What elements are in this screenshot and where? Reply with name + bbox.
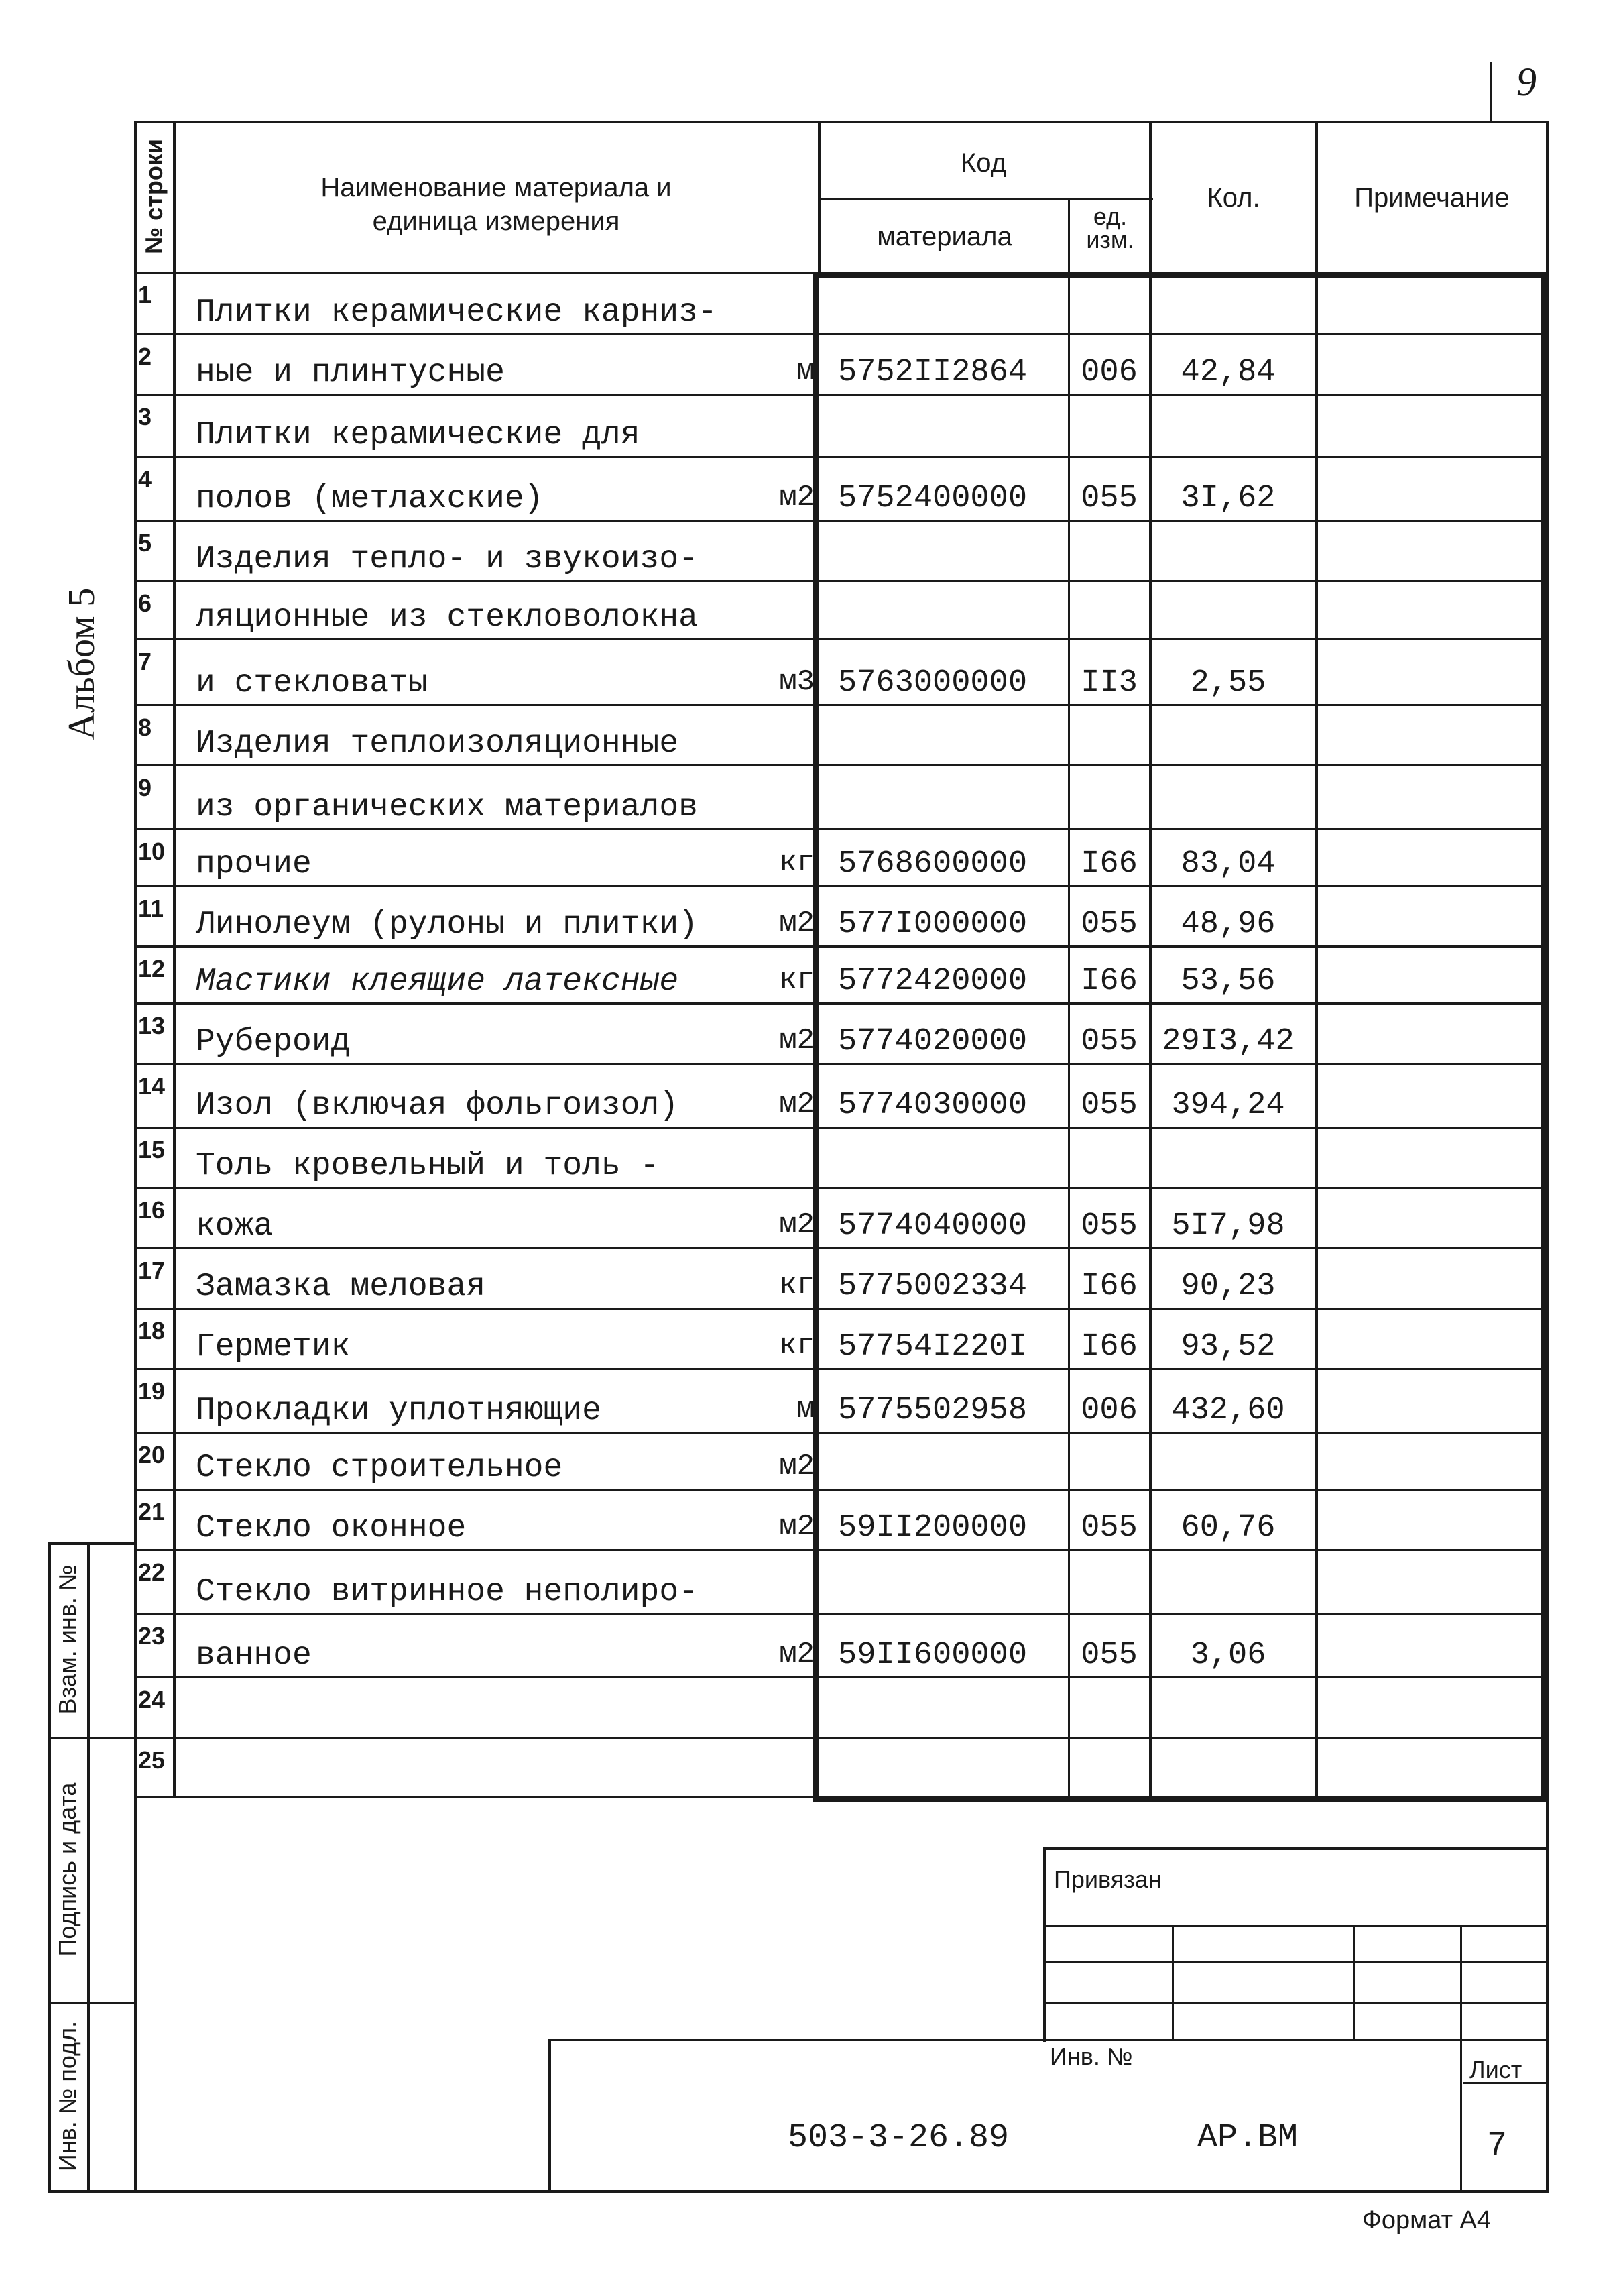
- table-row: [134, 1247, 1550, 1308]
- header-material: материала: [877, 222, 1012, 251]
- table-row: [134, 580, 1550, 638]
- unit-code: I66: [1081, 964, 1138, 999]
- unit-of-measure: м: [796, 355, 815, 388]
- stamp-line-bottom: [48, 2190, 1549, 2193]
- unit-of-measure: м3: [779, 665, 815, 699]
- unit-code: 055: [1081, 1638, 1138, 1673]
- material-code: 5774020000: [838, 1024, 1028, 1059]
- table-row: [134, 394, 1550, 456]
- unit-of-measure: м2: [779, 1024, 815, 1057]
- unit-of-measure: м2: [779, 1638, 815, 1671]
- tb-line-3: [1043, 1961, 1549, 1963]
- header-row-number: № строки: [140, 139, 168, 254]
- material-name: ванное: [196, 1638, 312, 1674]
- tb-line-2: [1043, 1925, 1549, 1927]
- material-name: кожа: [196, 1208, 274, 1245]
- row-number: 20: [138, 1441, 166, 1469]
- material-code: 5763000000: [838, 665, 1028, 701]
- row-number: 6: [138, 589, 152, 617]
- row-number: 21: [138, 1498, 166, 1526]
- quantity: 60,76: [1181, 1510, 1276, 1546]
- row-number: 16: [138, 1196, 166, 1224]
- material-code: 577I000000: [838, 907, 1028, 942]
- row-number: 14: [138, 1072, 166, 1100]
- stamp-line-inner: [87, 1542, 90, 2193]
- stamp-vzam-inv: Взам. инв. №: [54, 1564, 81, 1715]
- tb-privyazan: Привязан: [1054, 1866, 1162, 1893]
- quantity: 90,23: [1181, 1269, 1276, 1304]
- tb-col-1: [1172, 1925, 1174, 2039]
- unit-of-measure: м2: [779, 1450, 815, 1483]
- tb-inv-no: Инв. №: [1050, 2043, 1133, 2070]
- row-number: 8: [138, 713, 152, 741]
- material-name: Изделия теплоизоляционные: [196, 726, 679, 762]
- unit-of-measure: м2: [779, 481, 815, 514]
- row-number: 23: [138, 1622, 166, 1650]
- table-row: [134, 1676, 1550, 1737]
- stamp-podpis-data: Подпись и дата: [54, 1782, 81, 1957]
- stamp-line-outer: [48, 1542, 51, 2193]
- material-code: 5775502958: [838, 1393, 1028, 1428]
- quantity: 93,52: [1181, 1329, 1276, 1365]
- material-code: 5775002334: [838, 1269, 1028, 1304]
- row-number: 3: [138, 403, 152, 431]
- table-row: [134, 885, 1550, 945]
- table-row: [134, 1737, 1550, 1796]
- row-number: 9: [138, 774, 152, 801]
- row-number: 4: [138, 465, 152, 493]
- material-name: Рубероид: [196, 1024, 351, 1060]
- tb-line-top: [1043, 1847, 1549, 1850]
- material-name: Стекло витринное неполиро-: [196, 1574, 698, 1610]
- header-unit-code-2: изм.: [1086, 226, 1134, 253]
- unit-code: 055: [1081, 1510, 1138, 1546]
- material-code: 59II600000: [838, 1638, 1028, 1673]
- unit-of-measure: кг: [779, 1329, 815, 1363]
- table-row: [134, 456, 1550, 520]
- material-name: полов (метлахские): [196, 481, 544, 517]
- quantity: 42,84: [1181, 355, 1276, 390]
- unit-code: I66: [1081, 846, 1138, 882]
- table-row: [134, 945, 1550, 1002]
- table-row: [134, 333, 1550, 394]
- header-note: Примечание: [1354, 183, 1510, 213]
- tb-col-3: [1460, 1925, 1462, 2190]
- format-label: Формат А4: [1362, 2206, 1492, 2234]
- material-name: ные и плинтусные: [196, 355, 505, 391]
- row-number: 7: [138, 648, 152, 675]
- header-unit-code-1: ед.: [1093, 203, 1128, 230]
- tb-line-5: [548, 2039, 1549, 2041]
- header-name-line2: единица измерения: [372, 207, 620, 236]
- row-number: 18: [138, 1317, 166, 1344]
- quantity: 3,06: [1190, 1638, 1266, 1673]
- material-name: Плитки керамические для: [196, 417, 640, 453]
- table-row: [134, 1063, 1550, 1127]
- quantity: 48,96: [1181, 907, 1276, 942]
- material-code: 5772420000: [838, 964, 1028, 999]
- unit-code: I66: [1081, 1329, 1138, 1365]
- material-code: 57754I220I: [838, 1329, 1028, 1365]
- row-number: 25: [138, 1746, 166, 1774]
- unit-of-measure: кг: [779, 964, 815, 997]
- unit-of-measure: м2: [779, 907, 815, 940]
- row-number: 10: [138, 838, 166, 865]
- material-name: Изол (включая фольгоизол): [196, 1088, 679, 1124]
- unit-of-measure: м2: [779, 1510, 815, 1544]
- unit-of-measure: м2: [779, 1208, 815, 1242]
- material-name: Стекло строительное: [196, 1450, 563, 1486]
- tb-sheet-number: 7: [1487, 2127, 1508, 2165]
- tb-doc-mark: АР.ВМ: [1197, 2119, 1299, 2157]
- material-code: 5768600000: [838, 846, 1028, 882]
- unit-of-measure: м2: [779, 1088, 815, 1121]
- table-row: [134, 1613, 1550, 1676]
- album-label: Альбом 5: [61, 587, 103, 740]
- tb-line-4: [1043, 2002, 1549, 2004]
- unit-code: I66: [1081, 1269, 1138, 1304]
- unit-of-measure: кг: [779, 846, 815, 880]
- material-name: Толь кровельный и толь -: [196, 1148, 660, 1184]
- quantity: 53,56: [1181, 964, 1276, 999]
- material-name: Стекло оконное: [196, 1510, 467, 1546]
- unit-code: 006: [1081, 1393, 1138, 1428]
- material-code: 59II200000: [838, 1510, 1028, 1546]
- table-row: [134, 1308, 1550, 1368]
- stamp-inv-podl: Инв. № подл.: [54, 2020, 81, 2172]
- material-name: и стекловаты: [196, 665, 428, 701]
- material-name: Замазка меловая: [196, 1269, 486, 1305]
- page-number: 9: [1516, 60, 1537, 104]
- table-row: [134, 1368, 1550, 1432]
- material-code: 5774030000: [838, 1088, 1028, 1123]
- unit-code: 055: [1081, 1208, 1138, 1244]
- row-number: 11: [138, 895, 164, 922]
- row-number: 13: [138, 1012, 166, 1039]
- unit-code: 055: [1081, 907, 1138, 942]
- quantity: 432,60: [1171, 1393, 1285, 1428]
- unit-code: 055: [1081, 481, 1138, 516]
- row-number: 2: [138, 343, 152, 370]
- unit-of-measure: м: [796, 1393, 815, 1426]
- unit-code: 006: [1081, 355, 1138, 390]
- quantity: 2,55: [1190, 665, 1266, 701]
- tb-line-left: [1043, 1847, 1046, 2042]
- row-number: 15: [138, 1136, 166, 1163]
- quantity: 394,24: [1171, 1088, 1285, 1123]
- row-number: 17: [138, 1257, 166, 1284]
- material-name: прочие: [196, 846, 312, 882]
- row-number: 19: [138, 1377, 166, 1405]
- unit-code: 055: [1081, 1088, 1138, 1123]
- table-row: [134, 704, 1550, 764]
- stamp-line-2: [48, 1737, 135, 1739]
- table-row: [134, 1127, 1550, 1187]
- unit-of-measure: кг: [779, 1269, 815, 1302]
- material-name: из органических материалов: [196, 789, 698, 825]
- stamp-line-top: [48, 1542, 135, 1545]
- tb-sheet-label: Лист: [1469, 2056, 1522, 2083]
- header-quantity: Кол.: [1207, 183, 1260, 213]
- table-row: [134, 1002, 1550, 1063]
- material-name: ляционные из стекловолокна: [196, 599, 698, 636]
- row-number: 1: [138, 281, 152, 308]
- table-row: [134, 1489, 1550, 1549]
- row-number: 22: [138, 1558, 166, 1586]
- quantity: 5I7,98: [1171, 1208, 1285, 1244]
- material-name: Мастики клеящие латексные: [196, 964, 679, 1000]
- material-name: Плитки керамические карниз-: [196, 294, 717, 331]
- table-row: [134, 520, 1550, 580]
- tb-doc-code: 503-3-26.89: [788, 2119, 1010, 2157]
- material-name: Линолеум (рулоны и плитки): [196, 907, 698, 943]
- table-row: [134, 828, 1550, 885]
- quantity: 3I,62: [1181, 481, 1276, 516]
- quantity: 29I3,42: [1162, 1024, 1295, 1059]
- material-code: 5752II2864: [838, 355, 1028, 390]
- stamp-line-3: [48, 2002, 135, 2004]
- table-row: [134, 1549, 1550, 1613]
- table-row: [134, 638, 1550, 704]
- unit-code: 055: [1081, 1024, 1138, 1059]
- table-row: [134, 764, 1550, 828]
- material-code: 5774040000: [838, 1208, 1028, 1244]
- unit-code: II3: [1081, 665, 1138, 701]
- table-row: [134, 272, 1550, 333]
- row-number: 12: [138, 955, 166, 982]
- table-row: [134, 1187, 1550, 1247]
- material-code: 5752400000: [838, 481, 1028, 516]
- row-number: 24: [138, 1686, 166, 1713]
- tb-left-doc: [548, 2039, 551, 2193]
- material-name: Прокладки уплотняющие: [196, 1393, 601, 1429]
- tb-col-2: [1353, 1925, 1355, 2039]
- header-code: Код: [960, 148, 1006, 178]
- quantity: 83,04: [1181, 846, 1276, 882]
- table-row: [134, 1432, 1550, 1489]
- header-name-line1: Наименование материала и: [320, 173, 672, 203]
- material-name: Герметик: [196, 1329, 351, 1365]
- material-name: Изделия тепло- и звукоизо-: [196, 541, 698, 577]
- row-number: 5: [138, 529, 152, 557]
